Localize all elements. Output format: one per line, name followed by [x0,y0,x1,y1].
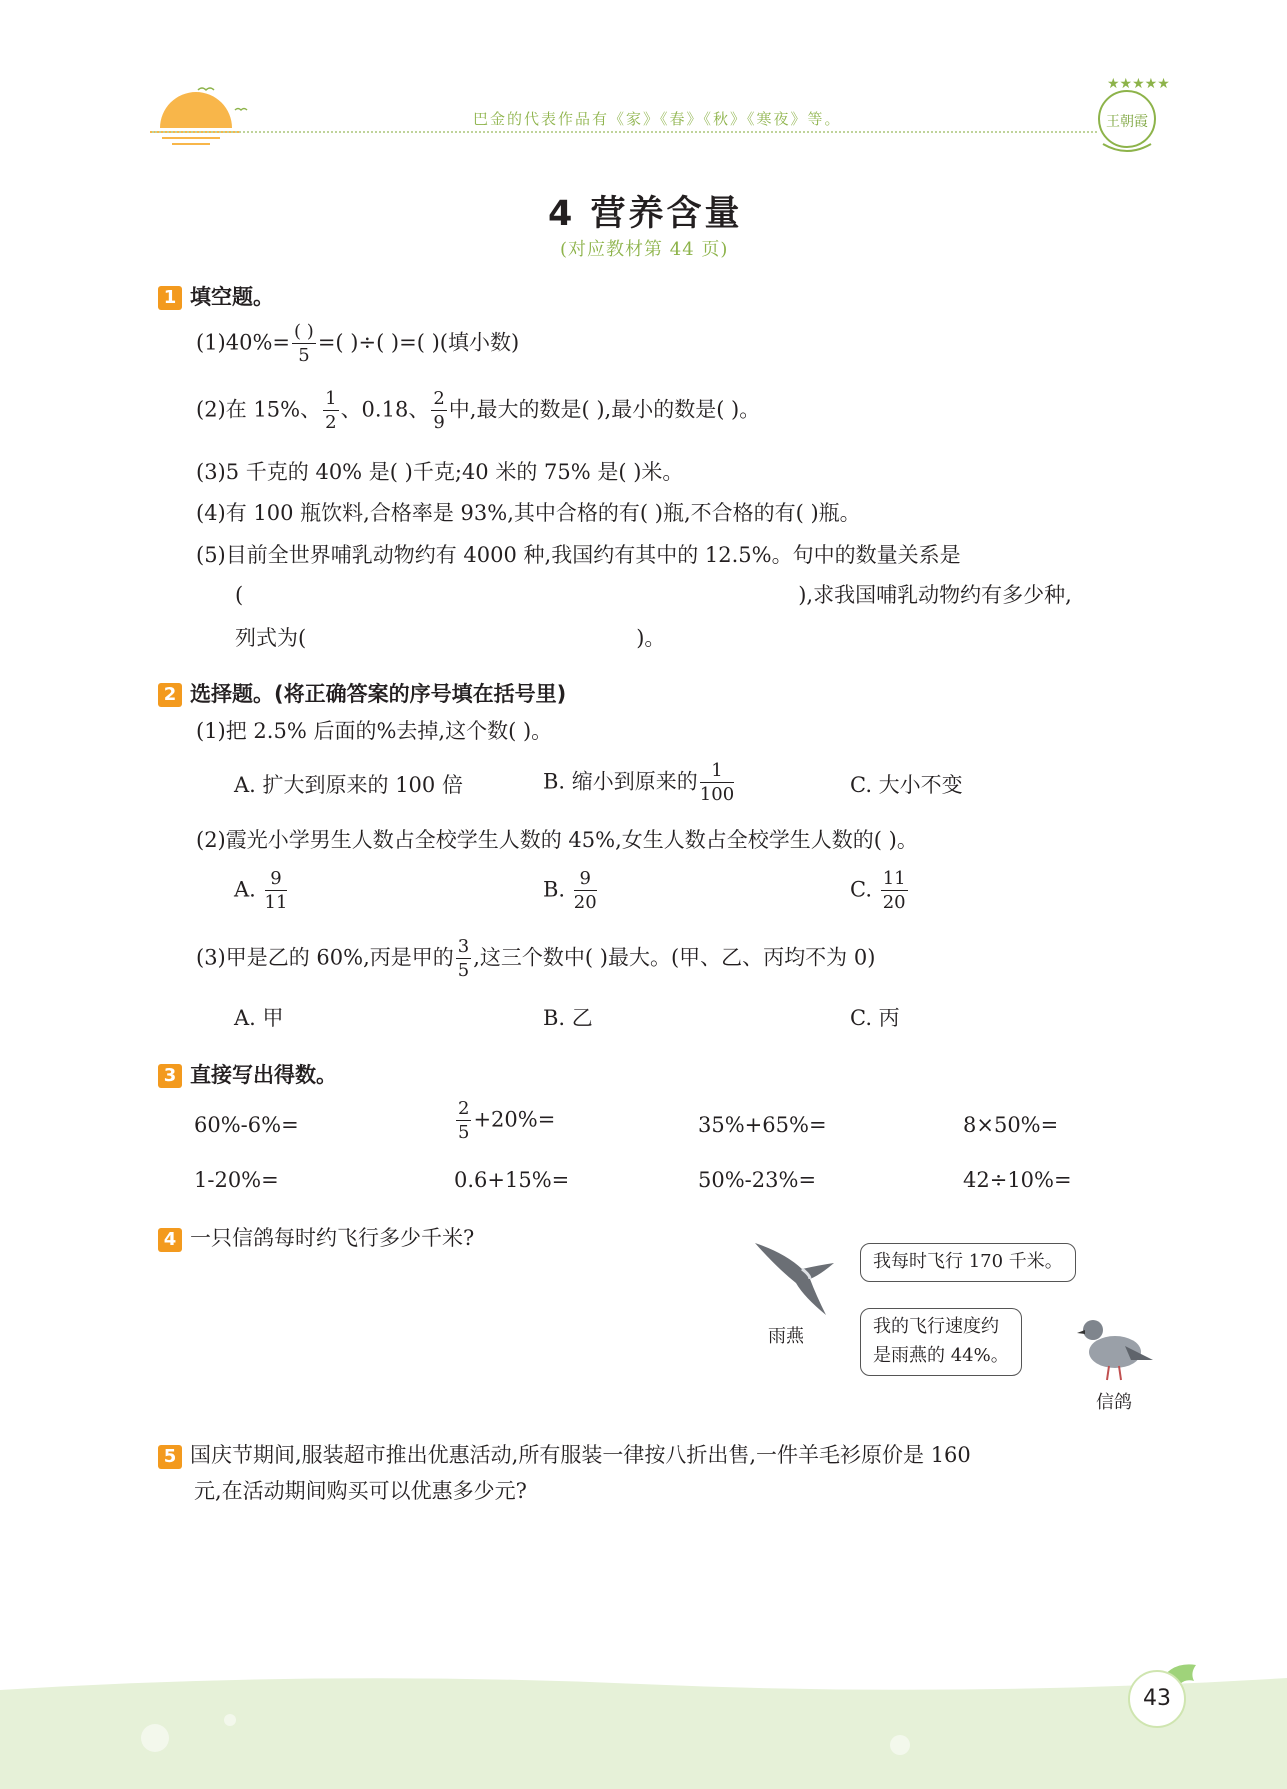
fraction-numerator: 1 [325,388,337,409]
sunset-logo [150,80,250,155]
calc-text: +20%= [473,1107,556,1132]
q1-text: ( [235,583,244,607]
fraction-numerator: 9 [574,870,597,891]
q2-text: ,这三个数中( )最大。(甲、乙、丙均不为 0) [473,945,876,970]
section-number-badge: 2 [158,683,182,707]
section-number-badge: 3 [158,1064,182,1088]
q1-text: ),求我国哺乳动物约有多少种, [798,583,1072,607]
pigeon-label: 信鸽 [1096,1392,1132,1413]
swift-speech-text: 我每时飞行 170 千米。 [873,1251,1063,1272]
footer-wave-decoration [0,1650,1287,1789]
q1-text: 、0.18、 [340,397,430,422]
q2-text: C. [850,877,872,902]
q1-text: (2)在 15%、 [196,397,322,422]
fraction-denominator: 5 [298,345,310,366]
section-heading-text: 一只信鸽每时约飞行多少千米? [190,1226,475,1250]
q1-item-4: (4)有 100 瓶饮料,合格率是 93%,其中合格的有( )瓶,不合格的有( )瓶。 [196,501,861,525]
q1-text: 列式为( [235,626,307,650]
section-number-badge: 5 [158,1445,182,1469]
calc-r2c1: 1-20%= [194,1168,279,1192]
q1-item-1 [196,323,519,365]
q1-text: =( )÷( )=( )(填小数) [317,330,520,355]
q1-item-5-line-3 [235,628,665,649]
fraction-denominator: 5 [458,1122,470,1143]
section-3-heading [158,1059,337,1089]
q1-item-3: (3)5 千克的 40% 是( )千克;40 米的 75% 是( )米。 [196,460,684,484]
fraction-numerator: 2 [433,388,445,409]
header-quote: 巴金的代表作品有《家》《春》《秋》《寒夜》等。 [473,110,842,128]
q2-item-1-option-b [543,762,736,804]
q2-item-1-option-c: C. 大小不变 [850,773,963,797]
fraction [431,390,446,432]
q1-text: 中,最大的数是( ),最小的数是( )。 [448,397,761,422]
fraction-numerator: 1 [700,762,734,783]
q1-text: )。 [636,626,666,650]
pigeon-speech-bubble [860,1308,1022,1376]
section-heading-text: 填空题。 [190,285,274,309]
q1-text: (1)40%= [196,330,291,355]
q1-item-5-line-2 [235,585,1072,606]
page-number: 43 [1128,1670,1186,1728]
fraction-denominator: 20 [882,892,906,913]
q2-item-3-option-c: C. 丙 [850,1006,900,1030]
q2-text: B. [543,877,566,902]
fraction [456,1100,471,1142]
q2-text: A. [234,877,256,902]
q2-item-1-option-a: A. 扩大到原来的 100 倍 [234,773,463,797]
fraction-numerator: 2 [458,1098,470,1119]
fraction [881,870,908,912]
lesson-subtitle: (对应教材第 44 页) [560,239,729,260]
calc-r1c2 [454,1100,555,1142]
section-4-heading [158,1222,474,1252]
fraction [574,870,597,912]
fraction-numerator: 11 [882,868,906,889]
fraction [700,762,734,804]
q2-item-3-option-a: A. 甲 [234,1006,284,1030]
calc-r2c4: 42÷10%= [963,1168,1072,1192]
fraction-denominator: 5 [457,960,470,981]
swift-bird-illustration [750,1235,840,1320]
fraction-denominator: 2 [325,412,337,433]
q1-item-2 [196,390,760,432]
fraction-denominator: 9 [433,412,445,433]
section-1-heading [158,281,274,311]
q2-item-2-option-c [850,870,910,912]
pigeon-speech-line-2: 是雨燕的 44%。 [873,1344,1009,1366]
q2-item-3-option-b: B. 乙 [543,1006,593,1030]
q2-item-1: (1)把 2.5% 后面的%去掉,这个数( )。 [196,719,553,743]
fraction [265,870,288,912]
q2-text: B. 缩小到原来的 [543,769,698,794]
svg-text:★★★★★: ★★★★★ [1107,76,1170,92]
fraction [323,390,338,432]
pigeon-speech-line-1: 我的飞行速度约 [873,1316,999,1337]
pigeon-illustration [1075,1300,1155,1385]
section-heading-text: 选择题。(将正确答案的序号填在括号里) [190,682,567,706]
fraction-denominator: 100 [699,784,735,805]
fraction-denominator: 11 [264,892,288,913]
calc-r1c4: 8×50%= [963,1113,1059,1137]
section-2-heading [158,678,566,708]
section-heading-text: 直接写出得数。 [190,1063,337,1087]
lesson-title: 4 营养含量 [548,194,743,234]
q2-item-2-option-b [543,870,599,912]
brand-emblem-icon [1085,74,1170,159]
q2-item-2-option-a [234,870,289,912]
section-5-heading [158,1439,971,1469]
brand-emblem-text: 王朝霞 [1106,114,1148,130]
swift-label: 雨燕 [768,1326,804,1347]
q2-text: (3)甲是乙的 60%,丙是甲的 [196,945,454,970]
section-heading-text: 国庆节期间,服装超市推出优惠活动,所有服装一律按八折出售,一件羊毛衫原价是 160 [190,1443,971,1467]
calc-r1c3: 35%+65%= [698,1113,827,1137]
q1-item-5-line-1: (5)目前全世界哺乳动物约有 4000 种,我国约有其中的 12.5%。句中的数量关系是 [196,543,961,567]
header-divider [152,131,1097,133]
section-number-badge: 1 [158,286,182,310]
fraction-numerator: 9 [265,870,288,891]
q2-item-2: (2)霞光小学男生人数占全校学生人数的 45%,女生人数占全校学生人数的( )。 [196,828,918,852]
swift-speech-bubble [860,1243,1076,1282]
fraction [292,323,316,365]
q2-item-3 [196,938,875,980]
fraction-numerator: ( ) [294,321,314,342]
calc-r2c2: 0.6+15%= [454,1168,570,1192]
fraction-denominator: 20 [573,892,597,913]
calc-r1c1: 60%-6%= [194,1113,299,1137]
section-number-badge: 4 [158,1228,182,1252]
q5-line-2: 元,在活动期间购买可以优惠多少元? [194,1479,527,1503]
fraction [456,938,471,980]
calc-r2c3: 50%-23%= [698,1168,817,1192]
fraction-numerator: 3 [457,936,470,957]
